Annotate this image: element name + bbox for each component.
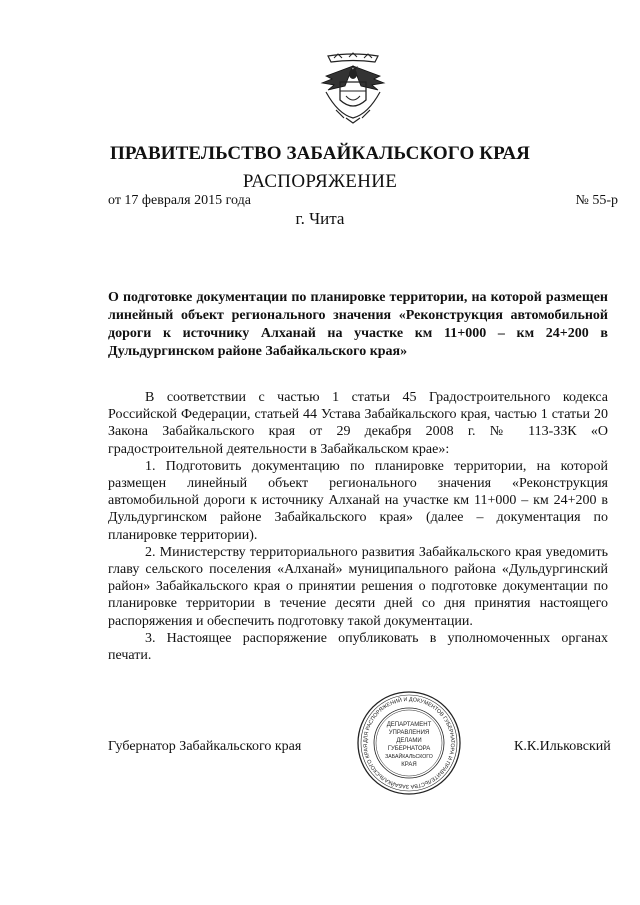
signer-position: Губернатор Забайкальского края xyxy=(108,739,302,754)
seal-center-line: ДЕЛАМИ xyxy=(396,738,422,744)
clause-3-paragraph: 3. Настоящее распоряжение опубликовать в уполномоченных органах печати. xyxy=(108,630,608,664)
seal-center-line: ЗАБАЙКАЛЬСКОГО xyxy=(385,754,433,760)
seal-center-line: ДЕПАРТАМЕНТ xyxy=(386,722,432,728)
government-title: ПРАВИТЕЛЬСТВО ЗАБАЙКАЛЬСКОГО КРАЯ xyxy=(109,143,530,164)
document-date: от 17 февраля 2015 года xyxy=(108,193,251,208)
coat-of-arms-emblem xyxy=(318,52,388,124)
clause-2-paragraph: 2. Министерству территориального развития Забайкальского края уведомить главу сельского поселения «Алханай» муниципального района «Дульдургинский район» Забайкальского края о принятии решения о подготовке документации по планировке территории в течение десяти дней со дня принятия настоящего распоряжения и обеспечить подготовку такой документации. xyxy=(108,544,608,629)
document-body xyxy=(108,389,608,664)
seal-center-line: УПРАВЛЕНИЯ xyxy=(388,730,430,736)
document-number: № 55-р xyxy=(575,193,618,208)
seal-center-line: КРАЯ xyxy=(401,762,417,768)
document-subject: О подготовке документации по планировке территории, на которой размещен линейный объект регионального значения «Реконструкция автомобильной дороги к источнику Алханай на участке км 11+000 – км 24+200 в Дульдургинском районе Забайкальского края» xyxy=(108,290,608,359)
seal-ring-text: ДЛЯ РАСПОРЯЖЕНИЙ И ДОКУМЕНТОВ ГУБЕРНАТОРА И ПРАВИТЕЛЬСТВА ЗАБАЙКАЛЬСКОГО КРАЯ xyxy=(362,696,456,790)
signer-name: К.К.Ильковский xyxy=(514,739,611,754)
clause-1-paragraph: 1. Подготовить документацию по планировке территории, на которой размещен линейный объект регионального значения «Реконструкция автомобильной дороги к источнику Алханай на участке км 11+000 – км 24+200 в Дульдургинском районе Забайкальского края» (далее – документация по планировке территории). xyxy=(108,458,608,543)
document-city: г. Чита xyxy=(295,209,345,228)
preamble-paragraph: В соответствии с частью 1 статьи 45 Градостроительного кодекса Российской Федерации, статьей 44 Устава Забайкальского края, частью 1 статьи 20 Закона Забайкальского края от 29 декабря 2008 г. № 113-ЗЗК «О градостроительной деятельности в Забайкальском крае»: xyxy=(108,390,608,457)
seal-center-line: ГУБЕРНАТОРА xyxy=(387,746,431,752)
document-type: РАСПОРЯЖЕНИЕ xyxy=(242,171,398,192)
official-seal xyxy=(356,690,462,796)
